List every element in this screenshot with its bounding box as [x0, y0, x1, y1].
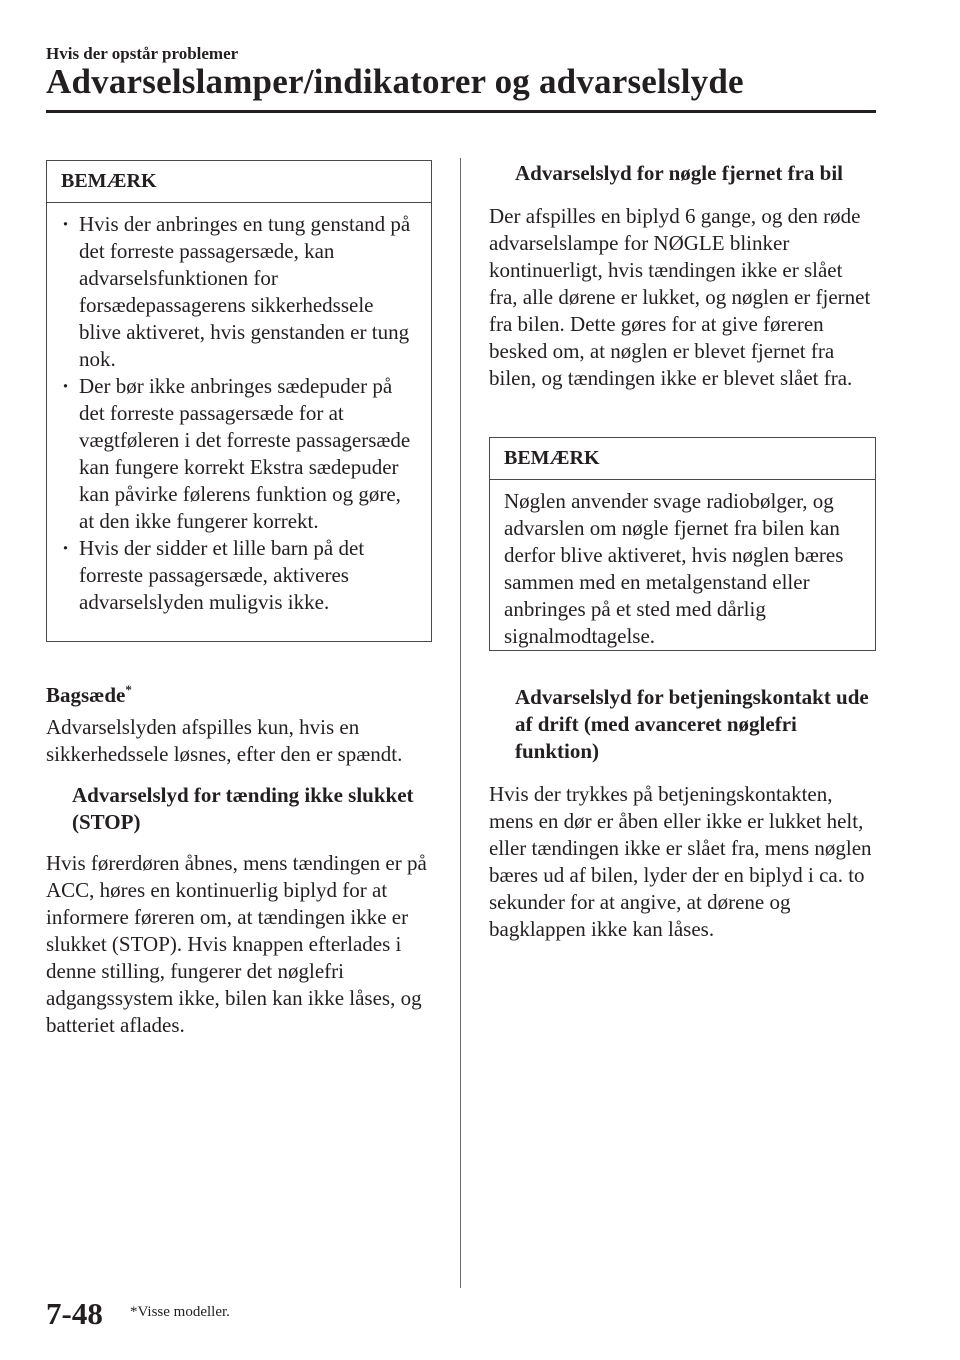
footnote: *Visse modeller. [130, 1304, 230, 1320]
ignition-warning-text: Hvis førerdøren åbnes, mens tændingen er på ACC, høres en kontinuerlig biplyd for at informere føreren om, at tændingen ikke er slukket (STOP). Hvis knappen efterlades i denne stilling, fungerer det nøglefri adgangssystem ikke, bilen kan ikke låses, og batteriet aflades. [46, 851, 427, 1037]
switch-warning-heading: Advarselslyd for betjeningskontakt ude af drift (med avanceret nøglefri funktion) [515, 685, 869, 763]
note-bullet: · Hvis der sidder et lille barn på det forreste passagersæde, aktiveres advarselslyden muligvis ikke. [61, 535, 417, 616]
rear-seat-text: Advarselslyden afspilles kun, hvis en sikkerhedssele løsnes, efter den er spændt. [46, 715, 403, 766]
note-box-key [489, 437, 876, 651]
note-body [47, 203, 431, 622]
note-bullet: · Der bør ikke anbringes sædepuder på det forreste passagersæde for at vægtføleren i det forreste passagersæde kan fungere korrekt Ekstra sædepuder kan påvirke følerens funktion og gøre, at den ikke fungerer korrekt. [61, 373, 417, 535]
note-body [490, 480, 875, 656]
key-removed-text: Der afspilles en biplyd 6 gange, og den røde advarselslampe for NØGLE blinker kontinuerligt, hvis tændingen ikke er slået fra, alle dørene er lukket, og nøglen er fjernet fra bilen. Dette gøres for at give føreren besked om, at nøglen er blevet fjernet fra bilen, og tændingen ikke er blevet slået fra. [489, 204, 871, 390]
switch-warning-text: Hvis der trykkes på betjeningskontakten, mens en dør er åben eller ikke er lukket helt, eller tændingen ikke er slået fra, mens nøglen bæres ud af bilen, lyder der en biplyd i ca. to sekunder for at angive, at dørene og bagklappen ikke kan låses. [489, 782, 872, 941]
note-label: BEMÆRK [47, 161, 431, 203]
column-divider [460, 158, 461, 1288]
note-text: Nøglen anvender svage radiobølger, og advarslen om nøgle fjernet fra bilen kan derfor blive aktiveret, hvis nøglen bæres sammen med en metalgenstand eller anbringes på et sted med dårlig signalmodtagelse. [504, 489, 844, 648]
title-rule [46, 110, 876, 113]
page-number: 7-48 [46, 1296, 103, 1331]
note-bullet: · Hvis der anbringes en tung genstand på det forreste passagersæde, kan advarselsfunktionen for forsædepassagerens sikkerhedssele blive aktiveret, hvis genstanden er tung nok. [61, 211, 417, 373]
note-label: BEMÆRK [490, 438, 875, 480]
asterisk-mark: * [125, 682, 132, 697]
section-label: Hvis der opstår problemer [46, 44, 239, 63]
rear-seat-heading: Bagsæde* [46, 682, 132, 707]
key-removed-heading: Advarselslyd for nøgle fjernet fra bil [515, 161, 843, 185]
page-title: Advarselslamper/indikatorer og advarselslyde [46, 62, 744, 101]
note-bullet-list [61, 211, 417, 616]
ignition-warning-heading: Advarselslyd for tænding ikke slukket (STOP) [72, 783, 414, 834]
note-box-seat [46, 160, 432, 642]
